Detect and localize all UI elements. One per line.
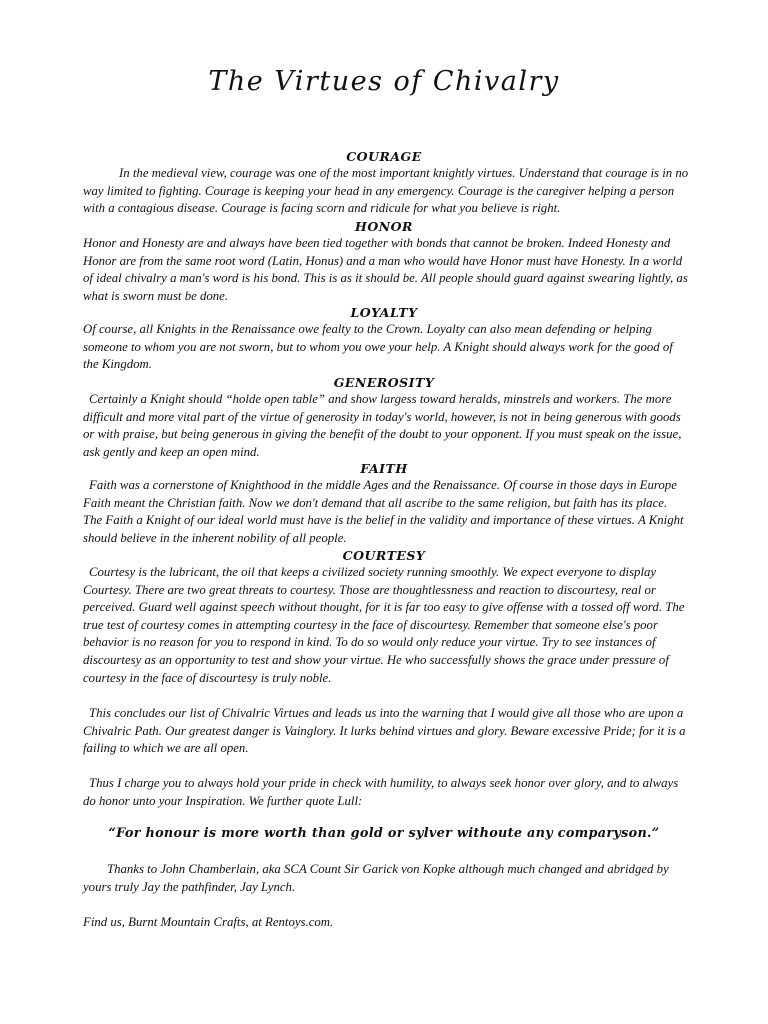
paragraph-faith: Faith was a cornerstone of Knighthood in the middle Ages and the Renaissance. Of course in those days in Europe Faith meant the Christian faith. Now we don't demand that all ascribe to the same religion, but faith has its place. The Faith a Knight of our ideal world must have is the belief in the validity and importance of these virtues. A Knight should believe in the inherent nobility of all people.	[83, 478, 684, 545]
lull-quote: “For honour is more worth than gold or sylver withoute any comparyson.”	[108, 826, 660, 841]
heading-courage: COURAGE	[346, 149, 422, 164]
paragraph-honor: Honor and Honesty are and always have been tied together with bonds that cannot be broken. Indeed Honesty and Honor are from the same root word (Latin, Honus) and a man who would have Honor must have Honesty. In a world of ideal chivalry a man's word is his bond. This is as it should be. All people should guard against swearing lightly, as what is sworn must be done.	[83, 236, 688, 303]
paragraph-charge: Thus I charge you to always hold your pride in check with humility, to always seek honor over glory, and to always do honor unto your Inspiration. We further quote Lull:	[83, 776, 679, 808]
footer-text: Find us, Burnt Mountain Crafts, at Rentoys.com.	[83, 915, 334, 929]
heading-generosity: GENEROSITY	[333, 375, 435, 390]
page-title: The Virtues of Chivalry	[208, 66, 560, 97]
paragraph-thanks: Thanks to John Chamberlain, aka SCA Count Sir Garick von Kopke although much changed and abridged by yours truly Jay the pathfinder, Jay Lynch.	[83, 862, 669, 894]
heading-faith: FAITH	[360, 461, 408, 476]
paragraph-loyalty: Of course, all Knights in the Renaissance owe fealty to the Crown. Loyalty can also mean defending or helping someone to whom you are not sworn, but to whom you owe your help. A Knight should always work for the good of the Kingdom.	[83, 322, 673, 372]
paragraph-conclusion: This concludes our list of Chivalric Virtues and leads us into the warning that I would give all those who are upon a Chivalric Path. Our greatest danger is Vainglory. It lurks behind virtues and glory. Beware excessive Pride; for it is a failing to which we are all open.	[83, 706, 686, 756]
heading-loyalty: LOYALTY	[350, 305, 418, 320]
paragraph-courtesy: Courtesy is the lubricant, the oil that keeps a civilized society running smoothly. We expect everyone to display Courtesy. There are two great threats to courtesy. Those are thoughtlessness and reaction to discourtesy, real or perceived. Guard well against speech without thought, for it is far too easy to give offense with a tossed off word. The true test of courtesy comes in attempting courtesy in the face of discourtesy. Remember that someone else's poor behavior is no reason for you to respond in kind. To do so would only reduce your virtue. Try to see instances of discourtesy as an opportunity to test and show your virtue. He who successfully shows the grace under pressure of courtesy in the face of discourtesy is truly noble.	[83, 565, 685, 685]
heading-honor: HONOR	[355, 219, 413, 234]
heading-courtesy: COURTESY	[342, 548, 426, 563]
paragraph-generosity: Certainly a Knight should “holde open table” and show largess toward heralds, minstrels and workers. The more difficult and more vital part of the virtue of generosity in today's world, however, is not in being generous with goods or with praise, but being generous in giving the benefit of the doubt to your opponent. If you must speak on the issue, ask gently and keep an open mind.	[83, 392, 682, 459]
paragraph-courage: In the medieval view, courage was one of the most important knightly virtues. Understand that courage is in no way limited to fighting. Courage is keeping your head in any emergency. Courage is the caregiver helping a person with a contagious disease. Courage is facing scorn and ridicule for what you believe is right.	[83, 166, 689, 216]
